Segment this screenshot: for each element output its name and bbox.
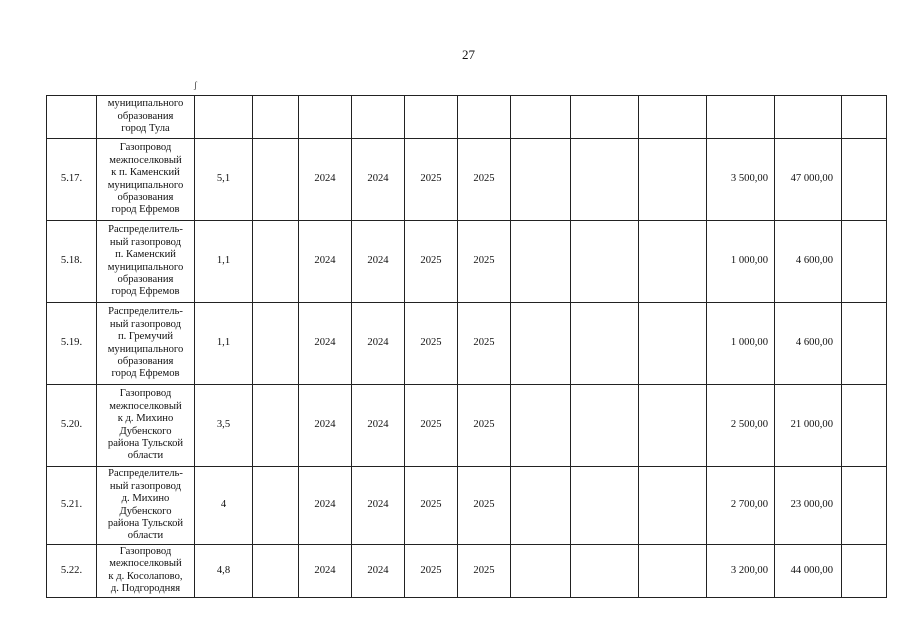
- object-name: муниципального образования город Тула: [97, 96, 195, 139]
- empty-cell: [571, 221, 639, 303]
- cost-design: 3 200,00: [707, 545, 775, 598]
- year-build-end: 2025: [458, 385, 511, 467]
- empty-cell: [511, 139, 571, 221]
- row-number: 5.22.: [47, 545, 97, 598]
- cost-construction: 4 600,00: [775, 303, 842, 385]
- table-row: [47, 96, 887, 139]
- object-name: Газопровод межпоселковый к п. Каменский муниципального образования город Ефремов: [97, 139, 195, 221]
- empty-cell: [571, 545, 639, 598]
- row-number: 5.21.: [47, 467, 97, 545]
- row-number: 5.19.: [47, 303, 97, 385]
- empty-cell: [253, 545, 299, 598]
- empty-cell: [511, 96, 571, 139]
- empty-cell: [639, 139, 707, 221]
- cost-design: 2 500,00: [707, 385, 775, 467]
- scan-mark: ʃ: [194, 80, 197, 90]
- year-build-end: 2025: [458, 303, 511, 385]
- object-name: Распределитель- ный газопровод п. Каменский муниципального образования город Ефремов: [97, 221, 195, 303]
- year-design-start: 2024: [299, 221, 352, 303]
- empty-cell: [253, 96, 299, 139]
- empty-cell: [253, 467, 299, 545]
- length-km: [195, 96, 253, 139]
- empty-cell: [842, 96, 887, 139]
- year-design-end: [352, 96, 405, 139]
- object-name: Газопровод межпоселковый к д. Михино Дубенского района Тульской области: [97, 385, 195, 467]
- page-number: 27: [462, 47, 475, 62]
- empty-cell: [253, 139, 299, 221]
- cost-construction: 4 600,00: [775, 221, 842, 303]
- cost-design: 2 700,00: [707, 467, 775, 545]
- year-build-start: 2025: [405, 385, 458, 467]
- year-design-end: 2024: [352, 303, 405, 385]
- cost-design: 1 000,00: [707, 221, 775, 303]
- empty-cell: [571, 139, 639, 221]
- length-km: 3,5: [195, 385, 253, 467]
- empty-cell: [253, 385, 299, 467]
- year-design-end: 2024: [352, 139, 405, 221]
- table-row: [47, 139, 887, 221]
- table-row: [47, 545, 887, 598]
- empty-cell: [842, 303, 887, 385]
- year-design-end: 2024: [352, 385, 405, 467]
- row-number: 5.17.: [47, 139, 97, 221]
- year-build-start: 2025: [405, 467, 458, 545]
- object-name: Газопровод межпоселковый к д. Косолапово, д. Подгородняя: [97, 545, 195, 598]
- object-name: Распределитель- ный газопровод д. Михино Дубенского района Тульской области: [97, 467, 195, 545]
- empty-cell: [639, 96, 707, 139]
- empty-cell: [639, 221, 707, 303]
- row-number: 5.18.: [47, 221, 97, 303]
- empty-cell: [253, 303, 299, 385]
- year-build-start: 2025: [405, 303, 458, 385]
- empty-cell: [842, 385, 887, 467]
- year-build-start: [405, 96, 458, 139]
- length-km: 1,1: [195, 303, 253, 385]
- year-build-start: 2025: [405, 545, 458, 598]
- year-build-end: [458, 96, 511, 139]
- year-build-start: 2025: [405, 221, 458, 303]
- empty-cell: [511, 385, 571, 467]
- year-design-end: 2024: [352, 545, 405, 598]
- empty-cell: [639, 467, 707, 545]
- cost-design: 3 500,00: [707, 139, 775, 221]
- empty-cell: [571, 385, 639, 467]
- empty-cell: [639, 303, 707, 385]
- year-design-start: 2024: [299, 303, 352, 385]
- year-build-end: 2025: [458, 545, 511, 598]
- cost-construction: 21 000,00: [775, 385, 842, 467]
- table-row: [47, 385, 887, 467]
- empty-cell: [639, 545, 707, 598]
- year-design-start: 2024: [299, 139, 352, 221]
- empty-cell: [511, 545, 571, 598]
- cost-construction: 44 000,00: [775, 545, 842, 598]
- cost-construction: [775, 96, 842, 139]
- empty-cell: [571, 96, 639, 139]
- year-design-start: 2024: [299, 545, 352, 598]
- cost-design: 1 000,00: [707, 303, 775, 385]
- empty-cell: [511, 221, 571, 303]
- length-km: 4: [195, 467, 253, 545]
- year-design-end: 2024: [352, 221, 405, 303]
- empty-cell: [571, 467, 639, 545]
- year-design-start: 2024: [299, 467, 352, 545]
- cost-construction: 23 000,00: [775, 467, 842, 545]
- empty-cell: [842, 221, 887, 303]
- year-design-end: 2024: [352, 467, 405, 545]
- empty-cell: [842, 467, 887, 545]
- cost-design: [707, 96, 775, 139]
- year-build-end: 2025: [458, 139, 511, 221]
- empty-cell: [511, 303, 571, 385]
- table-row: [47, 221, 887, 303]
- row-number: [47, 96, 97, 139]
- year-build-end: 2025: [458, 221, 511, 303]
- table-row: [47, 467, 887, 545]
- empty-cell: [571, 303, 639, 385]
- year-design-start: [299, 96, 352, 139]
- table-row: [47, 303, 887, 385]
- cost-construction: 47 000,00: [775, 139, 842, 221]
- empty-cell: [842, 545, 887, 598]
- year-build-end: 2025: [458, 467, 511, 545]
- empty-cell: [842, 139, 887, 221]
- year-build-start: 2025: [405, 139, 458, 221]
- length-km: 5,1: [195, 139, 253, 221]
- empty-cell: [639, 385, 707, 467]
- row-number: 5.20.: [47, 385, 97, 467]
- length-km: 4,8: [195, 545, 253, 598]
- object-name: Распределитель- ный газопровод п. Гремучий муниципального образования город Ефремов: [97, 303, 195, 385]
- empty-cell: [253, 221, 299, 303]
- data-table: [46, 95, 887, 598]
- year-design-start: 2024: [299, 385, 352, 467]
- length-km: 1,1: [195, 221, 253, 303]
- empty-cell: [511, 467, 571, 545]
